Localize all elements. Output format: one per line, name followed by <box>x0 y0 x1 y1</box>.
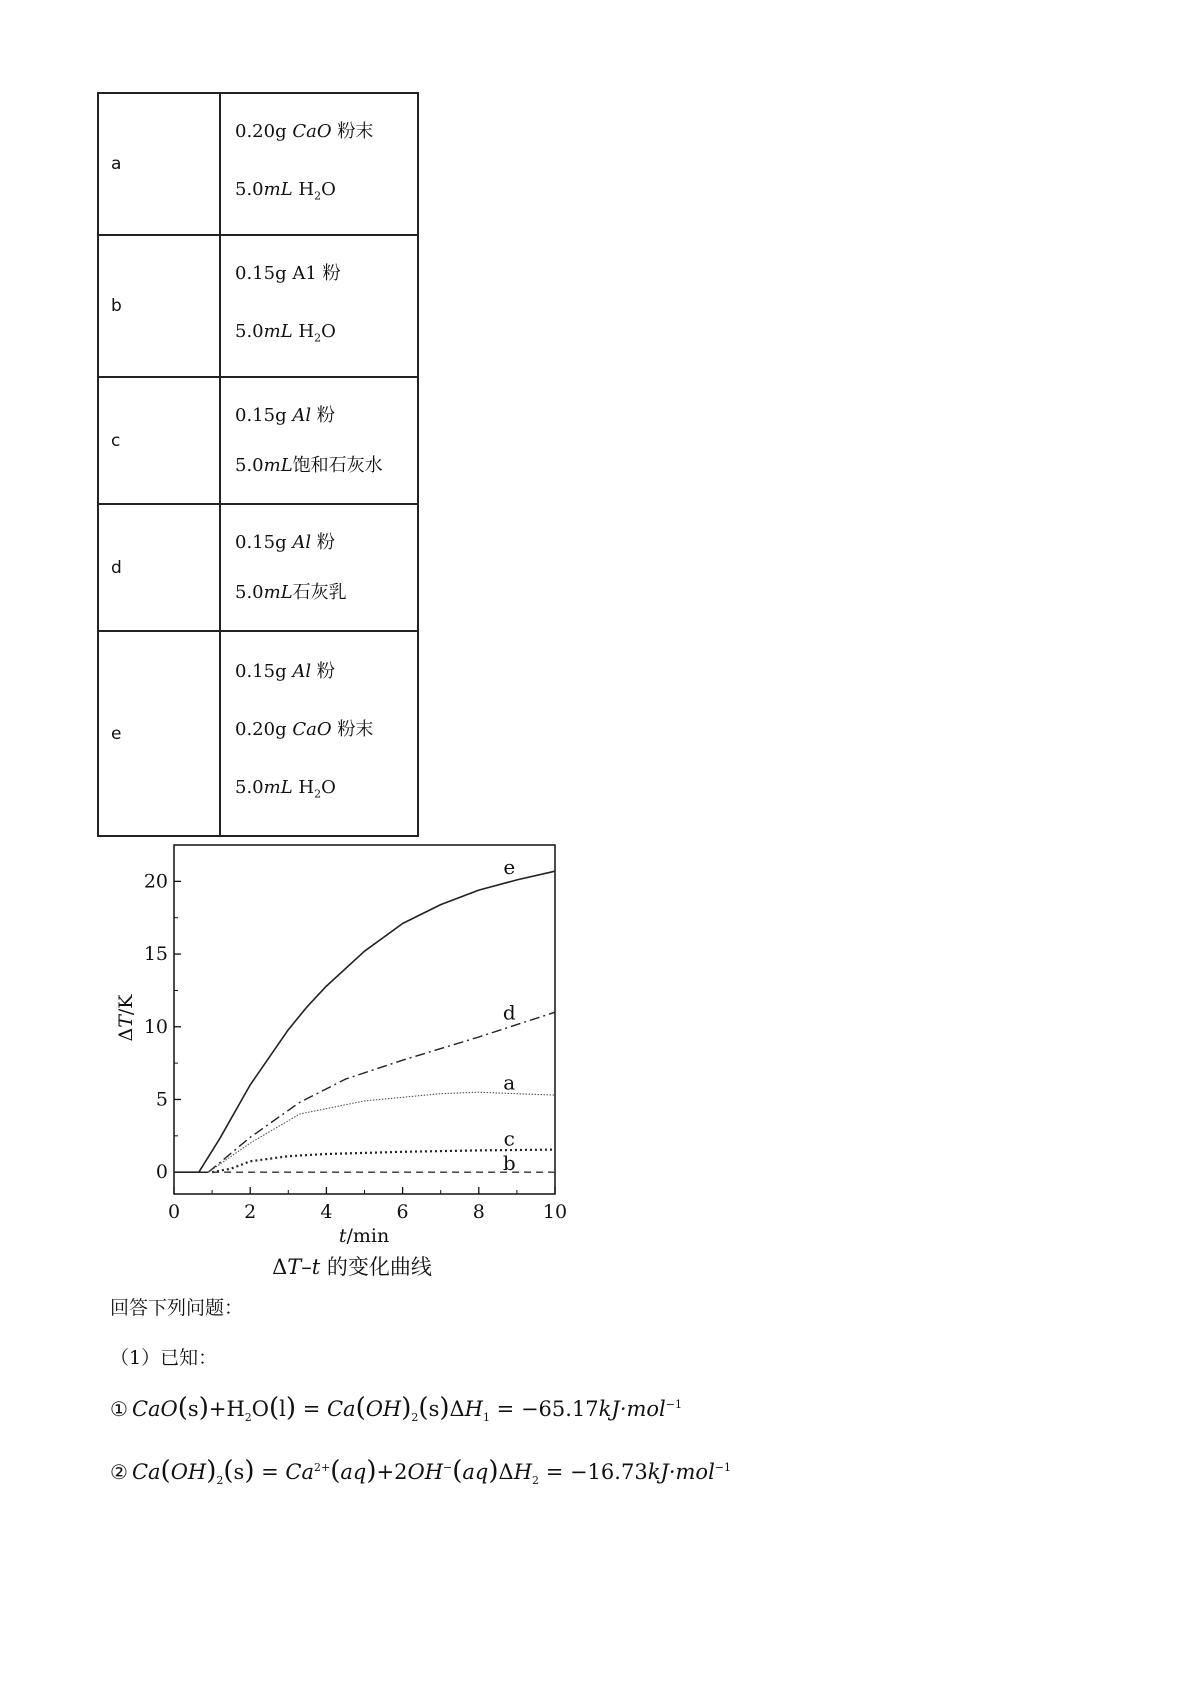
question-part1: （1）已知： <box>110 1347 218 1369</box>
y-tick-label: 5 <box>155 1088 168 1111</box>
x-tick-label: 8 <box>472 1201 485 1223</box>
reagent-line: 5.0mL石灰乳 <box>235 581 347 603</box>
curve-label-e: e <box>503 855 516 880</box>
reagent-line: 5.0mL $H_2O$ <box>235 178 336 203</box>
y-axis-label: ΔT/K <box>115 994 137 1042</box>
experiment-label: b <box>98 235 220 377</box>
series-layer <box>174 871 555 1172</box>
x-tick-label: 10 <box>542 1201 568 1223</box>
experiment-label: a <box>98 93 220 235</box>
x-tick-label: 6 <box>396 1201 409 1223</box>
x-axis-label: t/min <box>338 1225 390 1247</box>
y-tick-label: 10 <box>143 1015 168 1038</box>
equation-2: ② $Ca(OH)_2(s) = Ca^{2+}(aq)+2OH^-(aq)\Delta H_2 = -16.73kJ\cdot mol^{-1}$ <box>110 1456 731 1488</box>
y-tick-label: 0 <box>155 1161 168 1184</box>
reagent-line: 0.20g CaO 粉末 <box>235 719 374 741</box>
plot-frame <box>174 845 555 1194</box>
equation-1: ① $CaO(s)+H_2O(l) = Ca(OH)_2(s)\Delta H_1 = -65.17kJ\cdot mol^{-1}$ <box>110 1393 682 1425</box>
y-tick-label: 20 <box>143 870 168 893</box>
experiment-label: c <box>98 377 220 504</box>
experiment-label: d <box>98 504 220 631</box>
curve-label-c: c <box>503 1126 515 1151</box>
curve-label-d: d <box>502 1000 516 1025</box>
curve-label-a: a <box>503 1070 516 1095</box>
reagent-line: 5.0mL $H_2O$ <box>235 777 336 801</box>
reagent-line: 0.15g A1 粉 <box>235 262 341 284</box>
x-tick-label: 4 <box>320 1201 333 1223</box>
experiment-label: e <box>98 631 220 836</box>
reagent-line: 0.15g Al 粉 <box>235 531 335 553</box>
x-tick-label: 2 <box>244 1201 257 1223</box>
reagent-line: 5.0mL $H_2O$ <box>235 320 336 345</box>
curve-label-b: b <box>502 1151 516 1176</box>
chart-caption: ΔT–t 的变化曲线 <box>272 1255 432 1279</box>
reagent-line: 0.20g CaO 粉末 <box>235 120 374 142</box>
y-tick-label: 15 <box>143 943 168 966</box>
reagent-line: 0.15g Al 粉 <box>235 661 335 683</box>
reagent-line: 5.0mL饱和石灰水 <box>235 454 383 476</box>
question-prompt: 回答下列问题： <box>110 1297 244 1319</box>
reagent-line: 0.15g Al 粉 <box>235 404 335 426</box>
x-tick-label: 0 <box>167 1201 181 1223</box>
series-line-e <box>174 871 555 1172</box>
labels-layer <box>503 855 516 1175</box>
